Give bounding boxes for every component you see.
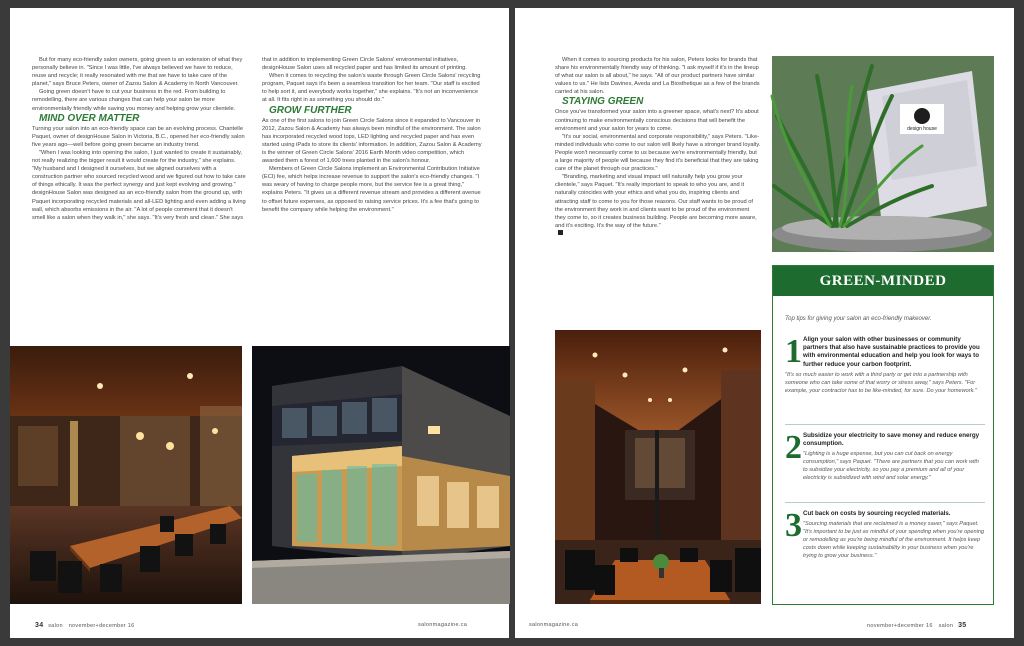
paragraph: When it comes to recycling the salon's waste through Green Circle Salons' recycling program, Paquet says it's been a seamless transition for her team. "Our staff is excited to help sort it, and everybody works together," she explains. "It's not an inconvenience at all. It fits right in as something you should do." [262, 73, 481, 104]
green-minded-sidebar [772, 265, 994, 605]
paragraph: "It's our social, environmental and corporate responsibility," says Peters. "Like-minded individuals who come to our salon will likely have a stronger brand loyalty. People won't necessarily come to us because we're environmentally friendly, but a large majority of people will because they find it's beneficial that they are taking care of the planet through our practices." [555, 133, 761, 173]
paragraph: that in addition to implementing Green Circle Salons' environmental initiatives, designHouse Salon uses all recycled paper and has limited its amount of printing. [262, 57, 467, 72]
paragraph: As one of the first salons to join Green Circle Salons since it expanded to Vancouver in 2012, Zazou Salon & Academy has always been mindful of the environment. The salon has incorporated recycled wood tops, LED lighting and recycled paper and has even started using iPads to store its clients' information. In addition, Zazou Salon & Academy is the winner of Green Circle Salons' 2016 Earth Month video competition, which awarded them a forest of 1,600 trees planted in the salon's honour. [262, 117, 482, 165]
tip-body: "Lighting is a huge expense, but you can cut back on energy consumption," says Paquet. "There are partners that you can work with to subsidize your electricity, so you pay a premium and all of your electricity is subsidized with wind and solar energy." [803, 451, 979, 482]
paragraph: When it comes to sourcing products for his salon, Peters looks for brands that share his environmentally friendly way of thinking. "I ask myself if it's in the lineup of what our salon is all about," he says. "All of our product partners have similar values to us." He lists Davines, Aveda and La Biosthetique as a few of the brands carried at his salon. [555, 57, 760, 96]
tip-body: "It's so much easier to work with a third party or get into a partnership with someone who can take some of that worry or stress away," says Peters. "For example, your contractor has to be like-minded, for sure. Do your homework." [785, 371, 977, 394]
magazine-name: salon [48, 623, 63, 629]
product-label-text: design house [907, 126, 937, 132]
tip-heading: Align your salon with other businesses or community partners that also have sustainable practices to provide you with environmental education and help you look for ways to further reduce your carbon footprint. [803, 336, 980, 368]
tip-number: 3 [785, 507, 802, 544]
left-folio [32, 622, 134, 629]
salon-lounge-image [555, 330, 761, 604]
right-folio-website: salonmagazine.ca [529, 622, 579, 628]
salon-exterior-image [252, 346, 510, 604]
right-folio [867, 622, 969, 629]
salon-interior-photo [10, 346, 242, 604]
magazine-name: salon [938, 623, 954, 629]
page-number: 35 [958, 622, 967, 629]
plant-product-photo [772, 56, 994, 252]
end-of-article-icon [558, 230, 563, 235]
left-page [10, 8, 509, 638]
salon-exterior-photo [252, 346, 510, 604]
issue-date: november+december 16 [867, 623, 933, 629]
plant-product-image [772, 56, 994, 252]
subhead-grow-further: GROW FURTHER [269, 104, 352, 116]
left-column-1 [32, 56, 246, 222]
tip-3 [785, 507, 985, 560]
tip-heading: Subsidize your electricity to save money and reduce energy consumption. [803, 432, 980, 448]
paragraph: But for many eco-friendly salon owners, going green is an extension of what they personally believe in. "Since I was little, I've always believed we have to reduce, reuse and recycle; it really resonated with me that we have to take care of the planet," says Bruce Peters, owner of Zazou Salon & Academy in North Vancouver. [32, 57, 243, 88]
left-folio-website: salonmagazine.ca [418, 622, 468, 628]
sidebar-title: GREEN-MINDED [773, 266, 993, 296]
tip-2 [785, 429, 985, 482]
tip-1 [785, 333, 985, 395]
subhead-mind-over-matter: MIND OVER MATTER [39, 112, 140, 124]
issue-date: november+december 16 [68, 623, 135, 629]
tip-divider [785, 502, 985, 503]
tip-heading: Cut back on costs by sourcing recycled materials. [803, 510, 951, 517]
paragraph: Members of Green Circle Salons implement an Environmental Contribution Initiative (ECI) fee, which helps increase revenue to support the salon's eco-friendly changes. "I was weary of having to charge people more, but the service fee is a great thing," explains Peters. "It gives us a different revenue stream and provides a different avenue to offset future expenses, as opposed to raising service prices. It's a fee that's going to benefit the company while helping the environment." [262, 166, 481, 213]
paragraph: Once you've transformed your salon into a greener space, what's next? It's about continuing to make environmentally conscious decisions that will benefit the environment and your salon for years to come. [555, 109, 759, 132]
paragraph: Going green doesn't have to cut your business in the red. From building to remodelling, there are various changes that can help your salon be more environmentally friendly while saving you money and helping grow your clientele. [32, 89, 236, 112]
sidebar-intro: Top tips for giving your salon an eco-friendly makeover. [785, 316, 932, 322]
salon-lounge-photo [555, 330, 761, 604]
paragraph: "Branding, marketing and visual impact will naturally help you grow your clientele," says Paquet. "It's really important to speak to who you are, and it naturally coincides with your ethics and what you do, inspiring clients and attracting staff to come to you for those reasons. Our staff wants to be proud of the environment they work in and clients want to be proud of the environment they come to, so it creates business building. People are becoming more aware, and it's exciting. It's the way of the future." [555, 174, 757, 229]
right-page [515, 8, 1014, 638]
right-column-1 [555, 56, 761, 238]
tip-divider [785, 424, 985, 425]
salon-interior-image [10, 346, 242, 604]
tip-number: 1 [785, 333, 802, 370]
paragraph: Turning your salon into an eco-friendly space can be an evolving process. Chantelle Paquet, owner of designHouse Salon in Victoria, B.C., opened her eco-friendly salon five years ago—well before going green became an industry trend. [32, 125, 245, 148]
subhead-staying-green: STAYING GREEN [562, 96, 644, 108]
tip-body: "Sourcing materials that are reclaimed is a money saver," says Paquet. "It's important to be just as mindful of your spending when you're opening or remodelling as you're being mindful of the environment. It helps keep costs down while keeping sustainability in your business when you're trying to grow your business." [803, 521, 985, 560]
tip-number: 2 [785, 429, 802, 466]
page-number: 34 [35, 622, 44, 629]
left-column-2 [262, 56, 484, 214]
paragraph: "When I was looking into opening the salon, I just wanted to create it sustainably, not really realizing the bigger result it would create for the industry," she explains. "My husband and I designed it ourselves, but we aligned ourselves with a construction partner who sourced recycled wood and we figured out how to take care of things ethically. It was the perfect synergy and just kept evolving and growing." designHouse Salon was designed as an eco-friendly salon from the ground up, with Paquet incorporating recycled materials and all-LED lighting and even adding a living wall, which absorbs emissions in the air. "A lot of people comment that it doesn't smell like a salon when they walk in," she says. "It's very fresh and clean." She says [32, 149, 246, 221]
